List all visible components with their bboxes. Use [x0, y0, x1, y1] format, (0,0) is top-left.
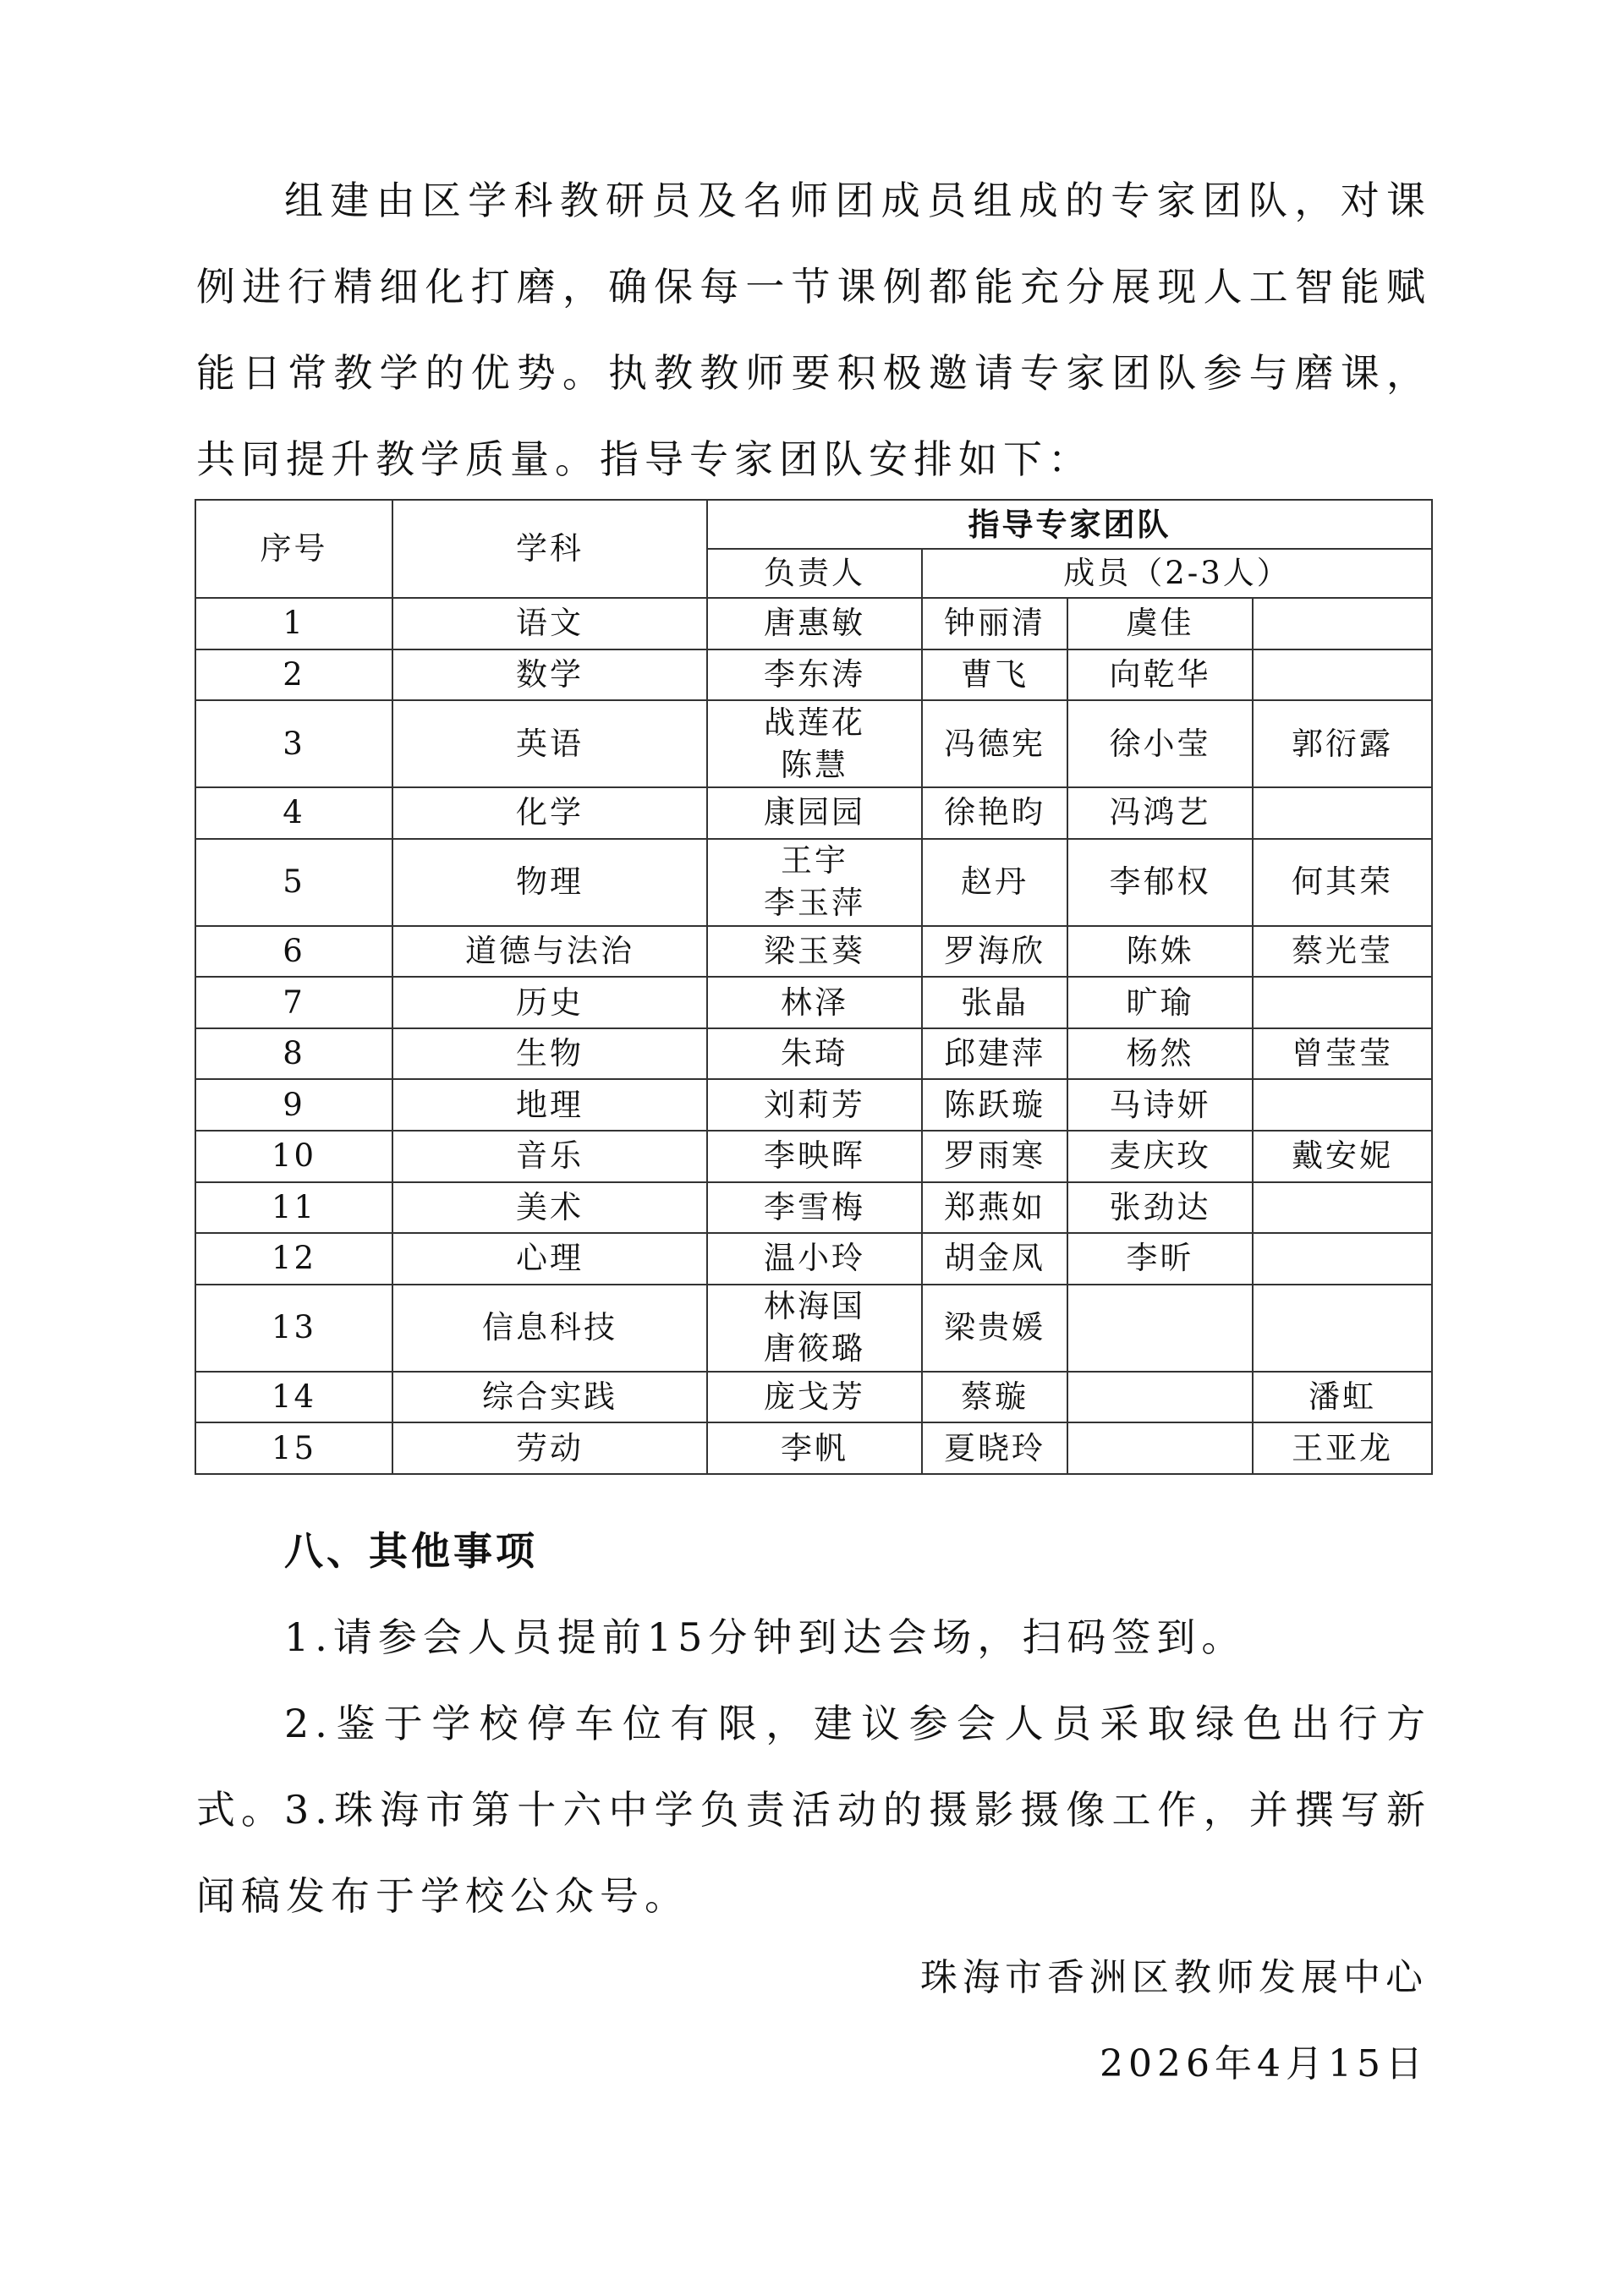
- notice-item: 2.鉴于学校停车位有限，建议参会人员采取绿色出行方式。: [196, 1701, 1431, 1833]
- table-row: [195, 1285, 1432, 1372]
- table-row: [195, 977, 1432, 1028]
- row-leader: [707, 1131, 922, 1182]
- row-member: 夏晓玲: [922, 1422, 1067, 1474]
- leader-name: 林海国: [764, 1288, 865, 1325]
- row-member: 麦庆玫: [1067, 1131, 1253, 1182]
- row-leader: [707, 977, 922, 1028]
- row-number: 9: [195, 1079, 392, 1131]
- row-member: 赵丹: [922, 839, 1067, 926]
- row-number: 14: [195, 1372, 392, 1423]
- table-row: [195, 839, 1432, 926]
- section-heading: 八、其他事项: [284, 1528, 538, 1574]
- row-subject: 化学: [392, 787, 707, 839]
- row-number: 8: [195, 1028, 392, 1080]
- leader-name: 陈慧: [781, 746, 848, 783]
- row-leader: [707, 926, 922, 978]
- row-member: 陈姝: [1067, 926, 1253, 978]
- leader-name: 唐筱璐: [764, 1330, 865, 1367]
- row-member: 王亚龙: [1253, 1422, 1432, 1474]
- row-member: 郭衍露: [1253, 700, 1432, 787]
- row-member: 李昕: [1067, 1233, 1253, 1285]
- leader-name: 温小玲: [764, 1240, 865, 1277]
- row-leader: [707, 1285, 922, 1372]
- row-member: 陈跃璇: [922, 1079, 1067, 1131]
- row-number: 1: [195, 598, 392, 649]
- row-number: 2: [195, 649, 392, 701]
- row-leader: [707, 839, 922, 926]
- row-leader: [707, 700, 922, 787]
- row-leader: [707, 1372, 922, 1423]
- row-member: 潘虹: [1253, 1372, 1432, 1423]
- row-number: 7: [195, 977, 392, 1028]
- row-member: 向乾华: [1067, 649, 1253, 701]
- row-member: [1253, 649, 1432, 701]
- row-member: 徐艳昀: [922, 787, 1067, 839]
- row-member: 钟丽清: [922, 598, 1067, 649]
- row-subject: 心理: [392, 1233, 707, 1285]
- row-leader: [707, 598, 922, 649]
- row-member: [1067, 1285, 1253, 1372]
- leader-name: 梁玉葵: [764, 932, 865, 969]
- row-member: 张劲达: [1067, 1182, 1253, 1234]
- leader-name: 刘莉芳: [764, 1086, 865, 1123]
- table-row: [195, 1131, 1432, 1182]
- row-subject: 美术: [392, 1182, 707, 1234]
- leader-name: 李东涛: [764, 655, 865, 693]
- signature-organization: 珠海市香洲区教师发展中心: [920, 1956, 1428, 1999]
- row-member: [1253, 977, 1432, 1028]
- row-member: 冯德宪: [922, 700, 1067, 787]
- leader-name: 李映晖: [764, 1137, 865, 1175]
- row-number: 3: [195, 700, 392, 787]
- row-leader: [707, 787, 922, 839]
- signature-date: 2026年4月15日: [1100, 2042, 1428, 2085]
- leader-name: 李玉萍: [764, 885, 865, 922]
- row-member: 邱建萍: [922, 1028, 1067, 1080]
- leader-name: 林泽: [781, 984, 848, 1021]
- row-member: [1253, 1079, 1432, 1131]
- row-member: 罗雨寒: [922, 1131, 1067, 1182]
- row-member: 冯鸿艺: [1067, 787, 1253, 839]
- row-member: 徐小莹: [1067, 700, 1253, 787]
- leader-name: 李雪梅: [764, 1188, 865, 1225]
- table-row: [195, 1028, 1432, 1080]
- row-member: 虞佳: [1067, 598, 1253, 649]
- row-number: 15: [195, 1422, 392, 1474]
- row-leader: [707, 1422, 922, 1474]
- row-member: [1253, 1182, 1432, 1234]
- row-member: [1253, 598, 1432, 649]
- row-number: 10: [195, 1131, 392, 1182]
- row-subject: 劳动: [392, 1422, 707, 1474]
- row-member: 戴安妮: [1253, 1131, 1432, 1182]
- table-row: [195, 1372, 1432, 1423]
- row-member: 何其荣: [1253, 839, 1432, 926]
- table-body: [195, 598, 1432, 1474]
- row-number: 11: [195, 1182, 392, 1234]
- leader-name: 王宇: [781, 842, 848, 879]
- row-member: [1253, 1233, 1432, 1285]
- row-number: 12: [195, 1233, 392, 1285]
- notice-item: 1.请参会人员提前15分钟到达会场，扫码签到。: [284, 1614, 1247, 1660]
- row-member: 罗海欣: [922, 926, 1067, 978]
- leader-name: 战莲花: [764, 704, 865, 741]
- table-row: [195, 787, 1432, 839]
- row-leader: [707, 649, 922, 701]
- header-leader: 负责人: [707, 549, 922, 598]
- row-subject: 信息科技: [392, 1285, 707, 1372]
- row-member: 杨然: [1067, 1028, 1253, 1080]
- row-member: 张晶: [922, 977, 1067, 1028]
- row-member: [1253, 1285, 1432, 1372]
- row-member: [1067, 1372, 1253, 1423]
- row-member: 郑燕如: [922, 1182, 1067, 1234]
- table-row: [195, 649, 1432, 701]
- row-subject: 物理: [392, 839, 707, 926]
- table-row: [195, 700, 1432, 787]
- header-number: 序号: [195, 500, 392, 598]
- row-member: 李郁权: [1067, 839, 1253, 926]
- header-subject: 学科: [392, 500, 707, 598]
- row-subject: 生物: [392, 1028, 707, 1080]
- expert-team-table: [195, 499, 1433, 1475]
- table-row: [195, 1233, 1432, 1285]
- row-member: [1253, 787, 1432, 839]
- notice-item: 3.珠海市第十六中学负责活动的摄影摄像工作，并撰写新闻稿发布于学校公众号。: [196, 1787, 1431, 1919]
- leader-name: 朱琦: [781, 1035, 848, 1072]
- row-number: 4: [195, 787, 392, 839]
- row-leader: [707, 1028, 922, 1080]
- row-member: 蔡璇: [922, 1372, 1067, 1423]
- row-leader: [707, 1233, 922, 1285]
- leader-name: 李帆: [781, 1429, 848, 1466]
- row-leader: [707, 1079, 922, 1131]
- row-subject: 地理: [392, 1079, 707, 1131]
- row-subject: 数学: [392, 649, 707, 701]
- row-subject: 语文: [392, 598, 707, 649]
- intro-paragraph: 组建由区学科教研员及名师团成员组成的专家团队，对课例进行精细化打磨，确保每一节课例都能充分展现人工智能赋能日常教学的优势。执教教师要积极邀请专家团队参与磨课，共同提升教学质量。指导专家团队安排如下：: [196, 178, 1431, 482]
- table-row: [195, 1079, 1432, 1131]
- row-number: 6: [195, 926, 392, 978]
- row-member: 马诗妍: [1067, 1079, 1253, 1131]
- row-subject: 道德与法治: [392, 926, 707, 978]
- leader-name: 唐惠敏: [764, 605, 865, 642]
- row-member: 曹飞: [922, 649, 1067, 701]
- row-member: 旷瑜: [1067, 977, 1253, 1028]
- row-subject: 音乐: [392, 1131, 707, 1182]
- leader-name: 康园园: [764, 794, 865, 831]
- row-member: 曾莹莹: [1253, 1028, 1432, 1080]
- table-row: [195, 926, 1432, 978]
- row-number: 13: [195, 1285, 392, 1372]
- header-expert-team: 指导专家团队: [707, 500, 1432, 549]
- row-member: [1067, 1422, 1253, 1474]
- row-member: 蔡光莹: [1253, 926, 1432, 978]
- table-row: [195, 1182, 1432, 1234]
- row-member: 梁贵媛: [922, 1285, 1067, 1372]
- row-subject: 历史: [392, 977, 707, 1028]
- leader-name: 庞戈芳: [764, 1378, 865, 1416]
- row-subject: 英语: [392, 700, 707, 787]
- header-members: 成员（2-3人）: [922, 549, 1432, 598]
- row-subject: 综合实践: [392, 1372, 707, 1423]
- table-row: [195, 1422, 1432, 1474]
- row-member: 胡金凤: [922, 1233, 1067, 1285]
- row-number: 5: [195, 839, 392, 926]
- table-row: [195, 598, 1432, 649]
- row-leader: [707, 1182, 922, 1234]
